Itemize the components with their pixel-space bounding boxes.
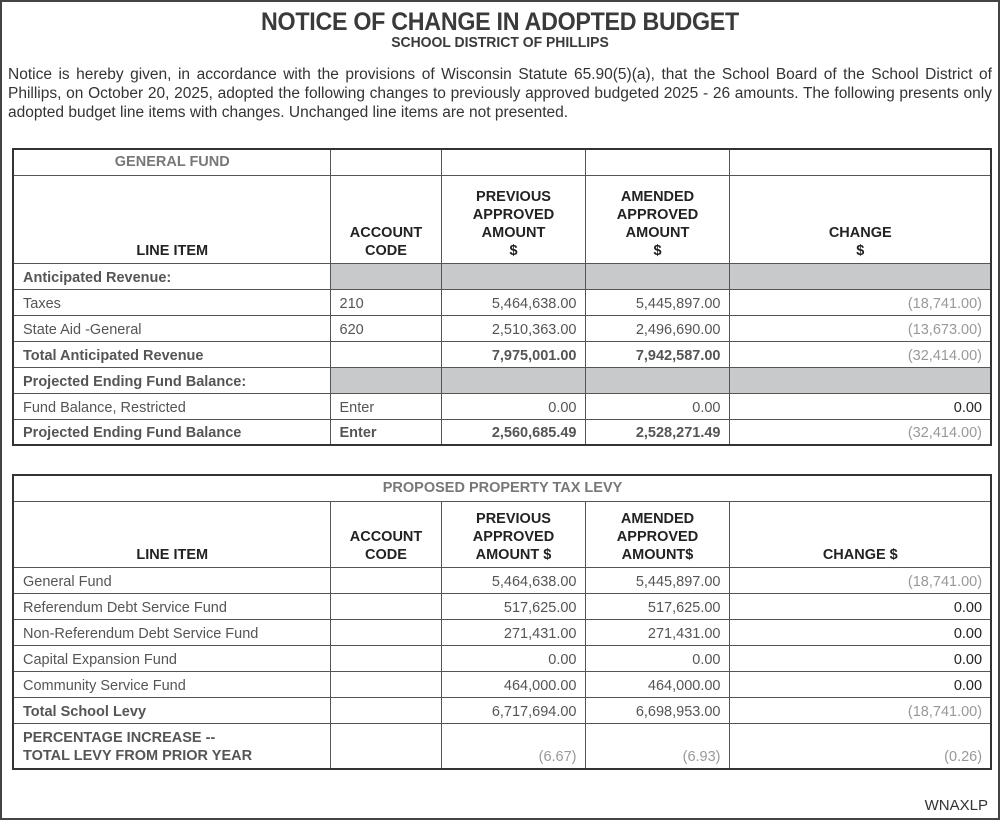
previous-amount: 2,510,363.00 <box>441 315 585 341</box>
header-previous-amount: PREVIOUS APPROVED AMOUNT $ <box>441 175 585 263</box>
general-fund-table <box>12 148 992 446</box>
table-row <box>13 671 991 697</box>
line-item-label: Capital Expansion Fund <box>13 645 330 671</box>
table-row <box>13 393 991 419</box>
change-amount: (13,673.00) <box>729 315 991 341</box>
previous-amount: 271,431.00 <box>441 619 585 645</box>
shaded-cell <box>585 367 729 393</box>
section-row <box>13 367 991 393</box>
amended-amount: 271,431.00 <box>585 619 729 645</box>
previous-amount: 5,464,638.00 <box>441 567 585 593</box>
table-row <box>13 593 991 619</box>
account-code <box>330 671 441 697</box>
change-amount: (18,741.00) <box>729 567 991 593</box>
shaded-cell <box>441 367 585 393</box>
line-item-label: General Fund <box>13 567 330 593</box>
line-item-label: Projected Ending Fund Balance <box>13 419 330 445</box>
amended-amount: 464,000.00 <box>585 671 729 697</box>
header-amended-amount: AMENDED APPROVED AMOUNT $ <box>585 175 729 263</box>
previous-amount: 7,975,001.00 <box>441 341 585 367</box>
shaded-cell <box>585 263 729 289</box>
line-item-label: State Aid -General <box>13 315 330 341</box>
general-fund-section-title: GENERAL FUND <box>13 149 330 175</box>
table-row <box>13 567 991 593</box>
tax-levy-title-row <box>13 475 991 501</box>
shaded-cell <box>330 263 441 289</box>
previous-amount: 6,717,694.00 <box>441 697 585 723</box>
change-amount: 0.00 <box>729 393 991 419</box>
section-row <box>13 263 991 289</box>
amended-amount: 0.00 <box>585 393 729 419</box>
account-code <box>330 697 441 723</box>
change-amount: (32,414.00) <box>729 341 991 367</box>
shaded-cell <box>330 367 441 393</box>
amended-amount: 5,445,897.00 <box>585 289 729 315</box>
notice-title: NOTICE OF CHANGE IN ADOPTED BUDGET <box>261 8 739 36</box>
shaded-cell <box>729 263 991 289</box>
section-label: Projected Ending Fund Balance: <box>13 367 330 393</box>
change-amount: (18,741.00) <box>729 697 991 723</box>
percentage-change: (0.26) <box>729 723 991 769</box>
account-code: Enter <box>330 419 441 445</box>
account-code <box>330 341 441 367</box>
account-code <box>330 567 441 593</box>
change-amount: (18,741.00) <box>729 289 991 315</box>
amended-amount: 2,528,271.49 <box>585 419 729 445</box>
total-row <box>13 341 991 367</box>
line-item-label: Total Anticipated Revenue <box>13 341 330 367</box>
tax-levy-rows <box>13 567 991 723</box>
tax-levy-section-title: PROPOSED PROPERTY TAX LEVY <box>13 475 991 501</box>
change-amount: 0.00 <box>729 619 991 645</box>
line-item-label: Non-Referendum Debt Service Fund <box>13 619 330 645</box>
header-line-item: LINE ITEM <box>13 501 330 567</box>
header-account-code: ACCOUNT CODE <box>330 175 441 263</box>
table-row <box>13 315 991 341</box>
account-code: 210 <box>330 289 441 315</box>
amended-amount: 517,625.00 <box>585 593 729 619</box>
header-previous-amount: PREVIOUS APPROVED AMOUNT $ <box>441 501 585 567</box>
total-row <box>13 697 991 723</box>
tax-levy-table <box>12 474 992 770</box>
account-code <box>330 645 441 671</box>
general-fund-title-row <box>13 149 991 175</box>
table-row <box>13 645 991 671</box>
percentage-increase-label: PERCENTAGE INCREASE -- TOTAL LEVY FROM PRIOR YEAR <box>13 723 330 769</box>
previous-amount: 5,464,638.00 <box>441 289 585 315</box>
shaded-cell <box>441 263 585 289</box>
amended-amount: 7,942,587.00 <box>585 341 729 367</box>
previous-amount: 464,000.00 <box>441 671 585 697</box>
tax-levy-header-row <box>13 501 991 567</box>
account-code <box>330 619 441 645</box>
account-code: 620 <box>330 315 441 341</box>
change-amount: 0.00 <box>729 645 991 671</box>
previous-amount: 517,625.00 <box>441 593 585 619</box>
table-row <box>13 289 991 315</box>
previous-amount: 0.00 <box>441 393 585 419</box>
shaded-cell <box>729 367 991 393</box>
header-line-item: LINE ITEM <box>13 175 330 263</box>
section-label: Anticipated Revenue: <box>13 263 330 289</box>
district-name: SCHOOL DISTRICT OF PHILLIPS <box>391 34 609 51</box>
previous-amount: 2,560,685.49 <box>441 419 585 445</box>
header-amended-amount: AMENDED APPROVED AMOUNT$ <box>585 501 729 567</box>
change-amount: (32,414.00) <box>729 419 991 445</box>
header-change: CHANGE $ <box>729 501 991 567</box>
percentage-increase-row <box>13 723 991 769</box>
total-row <box>13 419 991 445</box>
previous-amount: 0.00 <box>441 645 585 671</box>
footer-code: WNAXLP <box>924 797 988 814</box>
line-item-label: Total School Levy <box>13 697 330 723</box>
account-code: Enter <box>330 393 441 419</box>
account-code <box>330 593 441 619</box>
table-row <box>13 619 991 645</box>
header-account-code: ACCOUNT CODE <box>330 501 441 567</box>
change-amount: 0.00 <box>729 593 991 619</box>
line-item-label: Referendum Debt Service Fund <box>13 593 330 619</box>
percentage-amended: (6.93) <box>585 723 729 769</box>
amended-amount: 2,496,690.00 <box>585 315 729 341</box>
line-item-label: Taxes <box>13 289 330 315</box>
line-item-label: Fund Balance, Restricted <box>13 393 330 419</box>
percentage-previous: (6.67) <box>441 723 585 769</box>
amended-amount: 0.00 <box>585 645 729 671</box>
change-amount: 0.00 <box>729 671 991 697</box>
general-fund-rows <box>13 263 991 445</box>
header-change: CHANGE $ <box>729 175 991 263</box>
intro-paragraph: Notice is hereby given, in accordance with the provisions of Wisconsin Statute 65.90(5)(a), that the School Board of the School District of Phillips, on October 20, 2025, adopted the following changes to previously approved budgeted 2025 - 26 amounts. The following presents only adopted budget line items with changes. Unchanged line items are not presented. <box>8 66 992 121</box>
line-item-label: Community Service Fund <box>13 671 330 697</box>
amended-amount: 6,698,953.00 <box>585 697 729 723</box>
amended-amount: 5,445,897.00 <box>585 567 729 593</box>
general-fund-header-row <box>13 175 991 263</box>
